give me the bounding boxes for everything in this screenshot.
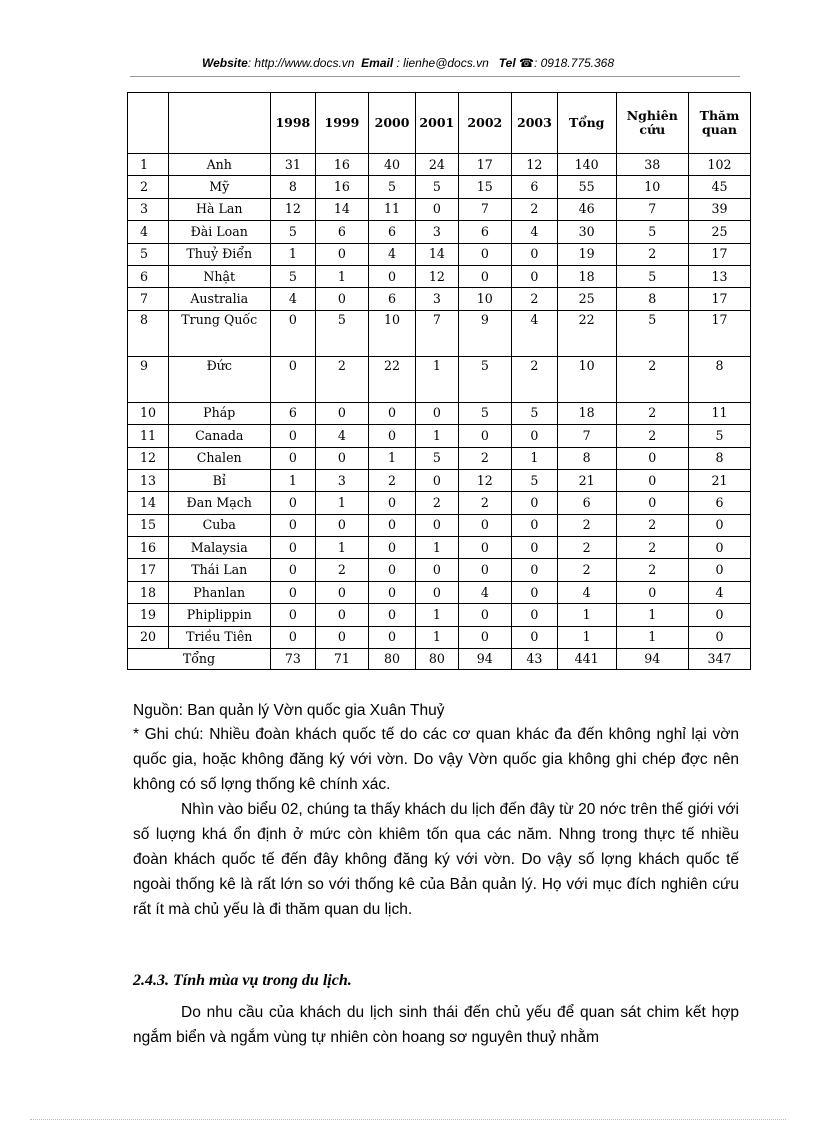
row-index: 12 bbox=[128, 447, 169, 469]
value-cell: 17 bbox=[689, 243, 751, 265]
value-cell: 8 bbox=[689, 447, 751, 469]
value-cell: 0 bbox=[315, 447, 368, 469]
table-row bbox=[128, 176, 751, 198]
value-cell: 2 bbox=[616, 514, 689, 536]
table-row bbox=[128, 356, 751, 402]
body-paragraph-2: Do nhu cầu của khách du lịch sinh thái đến chủ yếu để quan sát chim kết hợp ngắm biển và ngắm vùng tự nhiên còn hoang sơ nguyên thuỷ nhằm bbox=[133, 1004, 739, 1046]
value-cell: 0 bbox=[369, 425, 416, 447]
value-cell: 0 bbox=[511, 626, 557, 648]
value-cell: 13 bbox=[689, 265, 751, 287]
table-row bbox=[128, 288, 751, 310]
total-value: 347 bbox=[689, 649, 751, 670]
value-cell: 22 bbox=[369, 356, 416, 402]
total-value: 43 bbox=[511, 649, 557, 670]
value-cell: 0 bbox=[458, 537, 511, 559]
value-cell: 0 bbox=[315, 514, 368, 536]
value-cell: 2 bbox=[557, 514, 616, 536]
value-cell: 0 bbox=[369, 265, 416, 287]
value-cell: 46 bbox=[557, 198, 616, 220]
row-index: 15 bbox=[128, 514, 169, 536]
total-value: 94 bbox=[458, 649, 511, 670]
value-cell: 8 bbox=[616, 288, 689, 310]
value-cell: 0 bbox=[369, 492, 416, 514]
value-cell: 45 bbox=[689, 176, 751, 198]
value-cell: 40 bbox=[369, 154, 416, 176]
row-index: 3 bbox=[128, 198, 169, 220]
country-cell: Nhật bbox=[168, 265, 270, 287]
value-cell: 0 bbox=[458, 243, 511, 265]
country-cell: Bỉ bbox=[168, 469, 270, 491]
column-header: 1998 bbox=[270, 93, 315, 154]
table-row bbox=[128, 514, 751, 536]
value-cell: 5 bbox=[616, 221, 689, 243]
table-row bbox=[128, 492, 751, 514]
value-cell: 6 bbox=[557, 492, 616, 514]
value-cell: 0 bbox=[458, 604, 511, 626]
column-header: 2001 bbox=[416, 93, 459, 154]
value-cell: 12 bbox=[270, 198, 315, 220]
value-cell: 0 bbox=[369, 559, 416, 581]
value-cell: 0 bbox=[511, 514, 557, 536]
value-cell: 10 bbox=[369, 310, 416, 356]
value-cell: 0 bbox=[458, 514, 511, 536]
value-cell: 25 bbox=[557, 288, 616, 310]
value-cell: 25 bbox=[689, 221, 751, 243]
value-cell: 22 bbox=[557, 310, 616, 356]
value-cell: 0 bbox=[511, 537, 557, 559]
row-index: 10 bbox=[128, 402, 169, 424]
value-cell: 0 bbox=[369, 537, 416, 559]
value-cell: 0 bbox=[458, 425, 511, 447]
value-cell: 8 bbox=[557, 447, 616, 469]
value-cell: 6 bbox=[315, 221, 368, 243]
value-cell: 11 bbox=[689, 402, 751, 424]
country-cell: Anh bbox=[168, 154, 270, 176]
value-cell: 0 bbox=[315, 288, 368, 310]
value-cell: 19 bbox=[557, 243, 616, 265]
value-cell: 0 bbox=[270, 492, 315, 514]
value-cell: 1 bbox=[616, 604, 689, 626]
value-cell: 4 bbox=[511, 310, 557, 356]
value-cell: 10 bbox=[458, 288, 511, 310]
country-cell: Pháp bbox=[168, 402, 270, 424]
country-cell: Mỹ bbox=[168, 176, 270, 198]
value-cell: 7 bbox=[416, 310, 459, 356]
table-row bbox=[128, 221, 751, 243]
value-cell: 1 bbox=[416, 626, 459, 648]
value-cell: 0 bbox=[270, 604, 315, 626]
value-cell: 4 bbox=[689, 581, 751, 603]
note-paragraph: * Ghi chú: Nhiều đoàn khách quốc tế do các cơ quan khác đa đến không nghỉ lại vờn quốc gia, hoặc không đăng ký với vờn. Do vậy Vờn quốc gia không ghi chép đợc nên không có số lợng thống kê chính xác. bbox=[133, 726, 739, 793]
value-cell: 2 bbox=[616, 243, 689, 265]
value-cell: 0 bbox=[416, 198, 459, 220]
value-cell: 1 bbox=[616, 626, 689, 648]
value-cell: 0 bbox=[511, 492, 557, 514]
row-index: 16 bbox=[128, 537, 169, 559]
country-cell: Đan Mạch bbox=[168, 492, 270, 514]
table-row bbox=[128, 537, 751, 559]
value-cell: 140 bbox=[557, 154, 616, 176]
value-cell: 4 bbox=[270, 288, 315, 310]
value-cell: 2 bbox=[315, 559, 368, 581]
value-cell: 0 bbox=[270, 425, 315, 447]
value-cell: 18 bbox=[557, 402, 616, 424]
value-cell: 0 bbox=[416, 402, 459, 424]
value-cell: 7 bbox=[616, 198, 689, 220]
value-cell: 39 bbox=[689, 198, 751, 220]
total-value: 80 bbox=[369, 649, 416, 670]
value-cell: 0 bbox=[689, 537, 751, 559]
value-cell: 4 bbox=[315, 425, 368, 447]
visitor-statistics-table bbox=[127, 92, 751, 670]
value-cell: 1 bbox=[511, 447, 557, 469]
value-cell: 0 bbox=[458, 265, 511, 287]
row-index: 18 bbox=[128, 581, 169, 603]
value-cell: 6 bbox=[369, 221, 416, 243]
row-index: 1 bbox=[128, 154, 169, 176]
country-cell: Đức bbox=[168, 356, 270, 402]
total-label: Tổng bbox=[128, 649, 271, 670]
value-cell: 14 bbox=[416, 243, 459, 265]
value-cell: 17 bbox=[458, 154, 511, 176]
value-cell: 0 bbox=[511, 425, 557, 447]
value-cell: 7 bbox=[458, 198, 511, 220]
value-cell: 0 bbox=[689, 626, 751, 648]
value-cell: 2 bbox=[416, 492, 459, 514]
value-cell: 12 bbox=[458, 469, 511, 491]
value-cell: 6 bbox=[270, 402, 315, 424]
value-cell: 2 bbox=[511, 198, 557, 220]
value-cell: 5 bbox=[416, 447, 459, 469]
section-heading: 2.4.3. Tính mùa vụ trong du lịch. bbox=[133, 972, 352, 989]
value-cell: 14 bbox=[315, 198, 368, 220]
value-cell: 8 bbox=[689, 356, 751, 402]
value-cell: 1 bbox=[416, 425, 459, 447]
value-cell: 0 bbox=[616, 469, 689, 491]
value-cell: 6 bbox=[689, 492, 751, 514]
value-cell: 5 bbox=[511, 402, 557, 424]
value-cell: 38 bbox=[616, 154, 689, 176]
row-index: 4 bbox=[128, 221, 169, 243]
value-cell: 0 bbox=[458, 559, 511, 581]
value-cell: 3 bbox=[416, 221, 459, 243]
total-value: 94 bbox=[616, 649, 689, 670]
value-cell: 0 bbox=[369, 626, 416, 648]
column-header: Tổng bbox=[557, 93, 616, 154]
value-cell: 0 bbox=[369, 514, 416, 536]
column-header bbox=[128, 93, 169, 154]
row-index: 11 bbox=[128, 425, 169, 447]
table-row bbox=[128, 402, 751, 424]
body-paragraph-1: Nhìn vào biểu 02, chúng ta thấy khách du lịch đến đây từ 20 nớc trên thế giới với số luợng khá ổn định ở mức còn khiêm tốn qua các năm. Nhng trong thực tế nhiều đoàn khách quốc tế đến đây không đăng ký với vờn. Do vậy số lợng khách quốc tế ngoài thống kê là rất lớn so với thống kê của Bản quản lý. Họ với mục đích nghiên cứu rất ít mà chủ yếu là đi thăm quan du lịch. bbox=[133, 801, 739, 918]
value-cell: 2 bbox=[315, 356, 368, 402]
country-cell: Phanlan bbox=[168, 581, 270, 603]
value-cell: 5 bbox=[369, 176, 416, 198]
value-cell: 12 bbox=[416, 265, 459, 287]
value-cell: 0 bbox=[416, 469, 459, 491]
value-cell: 21 bbox=[557, 469, 616, 491]
row-index: 19 bbox=[128, 604, 169, 626]
value-cell: 18 bbox=[557, 265, 616, 287]
value-cell: 0 bbox=[416, 514, 459, 536]
value-cell: 6 bbox=[458, 221, 511, 243]
country-cell: Canada bbox=[168, 425, 270, 447]
total-value: 71 bbox=[315, 649, 368, 670]
row-index: 6 bbox=[128, 265, 169, 287]
value-cell: 2 bbox=[616, 559, 689, 581]
row-index: 8 bbox=[128, 310, 169, 356]
value-cell: 0 bbox=[270, 356, 315, 402]
value-cell: 4 bbox=[369, 243, 416, 265]
email-label: Email bbox=[361, 56, 394, 70]
value-cell: 24 bbox=[416, 154, 459, 176]
value-cell: 102 bbox=[689, 154, 751, 176]
country-cell: Đài Loan bbox=[168, 221, 270, 243]
value-cell: 0 bbox=[616, 492, 689, 514]
table-row bbox=[128, 154, 751, 176]
value-cell: 5 bbox=[511, 469, 557, 491]
website-value: : http://www.docs.vn bbox=[247, 56, 355, 70]
value-cell: 0 bbox=[270, 537, 315, 559]
value-cell: 5 bbox=[270, 221, 315, 243]
value-cell: 1 bbox=[270, 469, 315, 491]
row-index: 17 bbox=[128, 559, 169, 581]
value-cell: 0 bbox=[270, 514, 315, 536]
value-cell: 1 bbox=[270, 243, 315, 265]
total-value: 441 bbox=[557, 649, 616, 670]
value-cell: 2 bbox=[557, 537, 616, 559]
value-cell: 10 bbox=[616, 176, 689, 198]
value-cell: 3 bbox=[315, 469, 368, 491]
value-cell: 2 bbox=[511, 356, 557, 402]
value-cell: 1 bbox=[416, 604, 459, 626]
table-row bbox=[128, 604, 751, 626]
column-header: 2002 bbox=[458, 93, 511, 154]
value-cell: 5 bbox=[458, 402, 511, 424]
value-cell: 0 bbox=[689, 559, 751, 581]
value-cell: 0 bbox=[270, 559, 315, 581]
value-cell: 5 bbox=[416, 176, 459, 198]
value-cell: 5 bbox=[458, 356, 511, 402]
value-cell: 0 bbox=[616, 581, 689, 603]
value-cell: 0 bbox=[315, 243, 368, 265]
value-cell: 0 bbox=[369, 581, 416, 603]
tel-value: : 0918.775.368 bbox=[533, 56, 615, 70]
value-cell: 2 bbox=[458, 492, 511, 514]
value-cell: 4 bbox=[557, 581, 616, 603]
value-cell: 1 bbox=[369, 447, 416, 469]
row-index: 14 bbox=[128, 492, 169, 514]
value-cell: 1 bbox=[557, 604, 616, 626]
column-header: Thăm quan bbox=[689, 93, 751, 154]
value-cell: 7 bbox=[557, 425, 616, 447]
value-cell: 0 bbox=[511, 604, 557, 626]
column-header bbox=[168, 93, 270, 154]
value-cell: 55 bbox=[557, 176, 616, 198]
table-row bbox=[128, 425, 751, 447]
country-cell: Australia bbox=[168, 288, 270, 310]
value-cell: 1 bbox=[315, 537, 368, 559]
tel-label: Tel ☎ bbox=[498, 56, 534, 70]
value-cell: 0 bbox=[511, 265, 557, 287]
value-cell: 5 bbox=[616, 310, 689, 356]
value-cell: 17 bbox=[689, 288, 751, 310]
value-cell: 16 bbox=[315, 154, 368, 176]
table-row bbox=[128, 469, 751, 491]
value-cell: 2 bbox=[616, 356, 689, 402]
country-cell: Malaysia bbox=[168, 537, 270, 559]
column-header: 2000 bbox=[369, 93, 416, 154]
column-header: Nghiên cứu bbox=[616, 93, 689, 154]
table-row bbox=[128, 243, 751, 265]
value-cell: 0 bbox=[616, 447, 689, 469]
source-line: Nguồn: Ban quản lý Vờn quốc gia Xuân Thuỷ bbox=[133, 702, 445, 719]
country-cell: Chalen bbox=[168, 447, 270, 469]
value-cell: 0 bbox=[369, 402, 416, 424]
table-body bbox=[128, 154, 751, 670]
row-index: 7 bbox=[128, 288, 169, 310]
value-cell: 4 bbox=[458, 581, 511, 603]
value-cell: 30 bbox=[557, 221, 616, 243]
value-cell: 5 bbox=[270, 265, 315, 287]
value-cell: 0 bbox=[416, 559, 459, 581]
value-cell: 2 bbox=[369, 469, 416, 491]
value-cell: 21 bbox=[689, 469, 751, 491]
value-cell: 0 bbox=[315, 604, 368, 626]
value-cell: 12 bbox=[511, 154, 557, 176]
value-cell: 31 bbox=[270, 154, 315, 176]
value-cell: 2 bbox=[616, 402, 689, 424]
value-cell: 8 bbox=[270, 176, 315, 198]
country-cell: Cuba bbox=[168, 514, 270, 536]
value-cell: 17 bbox=[689, 310, 751, 356]
value-cell: 3 bbox=[416, 288, 459, 310]
table-row bbox=[128, 581, 751, 603]
column-header: 1999 bbox=[315, 93, 368, 154]
value-cell: 0 bbox=[511, 559, 557, 581]
value-cell: 2 bbox=[616, 537, 689, 559]
row-index: 20 bbox=[128, 626, 169, 648]
value-cell: 0 bbox=[270, 447, 315, 469]
email-value: : lienhe@docs.vn bbox=[393, 56, 489, 70]
country-cell: Phiplippin bbox=[168, 604, 270, 626]
value-cell: 1 bbox=[416, 537, 459, 559]
country-cell: Thuỷ Điển bbox=[168, 243, 270, 265]
value-cell: 5 bbox=[689, 425, 751, 447]
value-cell: 11 bbox=[369, 198, 416, 220]
value-cell: 9 bbox=[458, 310, 511, 356]
value-cell: 5 bbox=[315, 310, 368, 356]
table-row bbox=[128, 310, 751, 356]
row-index: 9 bbox=[128, 356, 169, 402]
table-row bbox=[128, 626, 751, 648]
value-cell: 0 bbox=[416, 581, 459, 603]
value-cell: 0 bbox=[689, 604, 751, 626]
total-value: 73 bbox=[270, 649, 315, 670]
value-cell: 6 bbox=[511, 176, 557, 198]
value-cell: 0 bbox=[315, 402, 368, 424]
value-cell: 0 bbox=[511, 243, 557, 265]
value-cell: 1 bbox=[416, 356, 459, 402]
value-cell: 16 bbox=[315, 176, 368, 198]
country-cell: Trung Quốc bbox=[168, 310, 270, 356]
value-cell: 1 bbox=[315, 265, 368, 287]
country-cell: Hà Lan bbox=[168, 198, 270, 220]
row-index: 2 bbox=[128, 176, 169, 198]
value-cell: 2 bbox=[557, 559, 616, 581]
value-cell: 0 bbox=[270, 581, 315, 603]
row-index: 13 bbox=[128, 469, 169, 491]
country-cell: Thái Lan bbox=[168, 559, 270, 581]
value-cell: 2 bbox=[511, 288, 557, 310]
value-cell: 4 bbox=[511, 221, 557, 243]
header-divider bbox=[130, 76, 740, 77]
table-header-row bbox=[128, 93, 751, 154]
total-value: 80 bbox=[416, 649, 459, 670]
value-cell: 2 bbox=[616, 425, 689, 447]
value-cell: 0 bbox=[270, 626, 315, 648]
value-cell: 0 bbox=[270, 310, 315, 356]
table-row bbox=[128, 198, 751, 220]
value-cell: 0 bbox=[458, 626, 511, 648]
total-row bbox=[128, 649, 751, 670]
value-cell: 0 bbox=[369, 604, 416, 626]
row-index: 5 bbox=[128, 243, 169, 265]
value-cell: 5 bbox=[616, 265, 689, 287]
page-header bbox=[0, 56, 816, 70]
value-cell: 2 bbox=[458, 447, 511, 469]
value-cell: 0 bbox=[511, 581, 557, 603]
value-cell: 0 bbox=[689, 514, 751, 536]
value-cell: 10 bbox=[557, 356, 616, 402]
value-cell: 1 bbox=[315, 492, 368, 514]
value-cell: 0 bbox=[315, 581, 368, 603]
value-cell: 0 bbox=[315, 626, 368, 648]
value-cell: 1 bbox=[557, 626, 616, 648]
table-row bbox=[128, 447, 751, 469]
table-row bbox=[128, 559, 751, 581]
footer-divider bbox=[30, 1119, 786, 1120]
column-header: 2003 bbox=[511, 93, 557, 154]
value-cell: 15 bbox=[458, 176, 511, 198]
country-cell: Triều Tiên bbox=[168, 626, 270, 648]
value-cell: 6 bbox=[369, 288, 416, 310]
website-label: Website bbox=[201, 56, 248, 70]
table-row bbox=[128, 265, 751, 287]
